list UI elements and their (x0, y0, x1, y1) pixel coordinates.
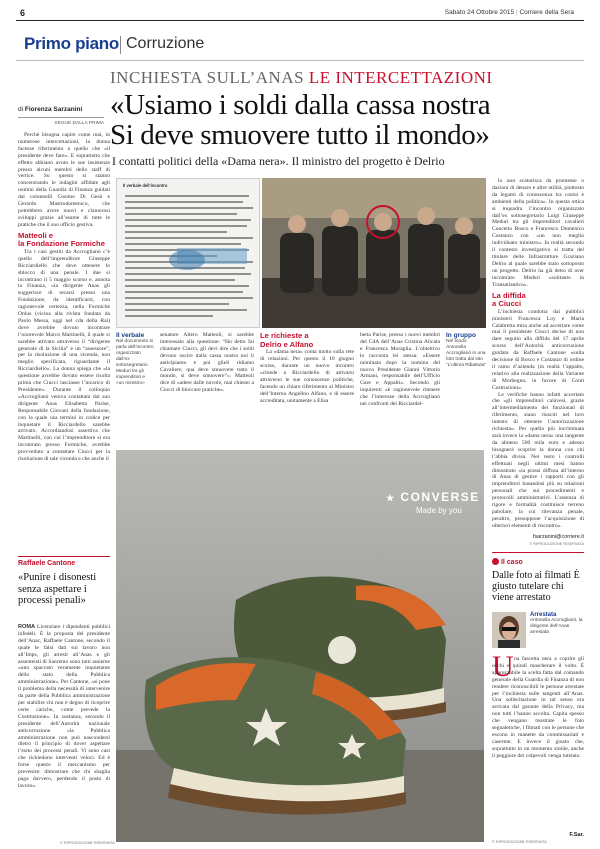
section-rule (16, 60, 584, 61)
author-email[interactable]: fsarzanini@corriere.it (532, 534, 584, 540)
photo-caption-text: Antonella Accroglianò, la dirigente dell’Anas arrestata (530, 618, 583, 635)
top-rule (16, 20, 584, 21)
article-column-1 (18, 132, 110, 552)
col5-subhead-line-1: La diffida (492, 290, 526, 300)
photo-caption-title: Arrestata (530, 612, 557, 618)
mid2-subhead-line-2: Delrio e Alfano (260, 339, 314, 349)
headline-line-1: «Usiamo i soldi dalla cassa nostra (110, 89, 491, 121)
star-chevron-logo: ★ (386, 493, 396, 503)
photo-caption (530, 612, 584, 636)
caption-gruppo-title: In gruppo (446, 332, 476, 339)
box1-body (18, 624, 110, 840)
col5-credit: © RIPRODUZIONE RISERVATA (529, 542, 584, 546)
byline (18, 106, 104, 126)
mid2-text: La «dama nera» conta molto sulla rete di relazioni. Per questo il 10 giugno scorso, durante un nuovo incontro «chiede a Ricciardello di attivarsi attraverso le sue conoscenze politiche, facendo un chiaro riferimento al Ministro dell’Interno Angelino Alfano, e di essere accreditata, unitamente a Elisa (260, 349, 354, 404)
ad-tagline: Made by you (416, 506, 462, 515)
mid2-subhead (260, 332, 354, 349)
document-lines (117, 190, 260, 328)
box1-title: «Punire i disonesti senza aspettare i processi penali» (18, 572, 97, 606)
box2-label-text: Il caso (500, 559, 523, 566)
box1-text: Licenziare i dipendenti pubblici infedeli. È la proposta del presidente dell’Anac, Raffaele Cantone, secondo il quale le falsi dati sui lavoro non all’Imps, gli arresti all’Anas e gli assenteisti di Sanremo sono tutti assieme «uno spaccato veramente inquietante dello stato della Pubblica amministrazione». Per Cantone, «si pone il problema della necessità di intervenire da parte della Pubblica amministrazione per stabilire chi non è degno di ricoprire certe cariche, come prevede la Costituzione». In sostanza, secondo il presidente dell’Autorità nazionale anticorruzione «la Pubblica amministrazione non può nascondersi dietro il principio di dover aspettare l’esito dei processi penali. Vi sono casi che richiedono interventi veloci. Ed è forse questo il meccanismo per prevenire: dimostrare che chi sbaglia paga davvero, perdendo il posto di lavoro». (18, 624, 110, 789)
folio-date: Sabato 24 Ottobre 2015 (444, 9, 515, 16)
caption-verbale-text: Nel documento si parla dell’incontro organizzato dall’ex sottosegretario Meduri tra gli imprenditori e «un ministro» (116, 339, 154, 386)
col1-subhead (18, 232, 110, 249)
kicker-right: LE INTERCETTAZIONI (308, 68, 493, 87)
kicker-left: INCHIESTA SULL’ANAS (110, 68, 305, 87)
caption-verbale-title: Il verbale (116, 332, 145, 339)
headline (110, 90, 590, 150)
col1-subhead-line-1: Matteoli e (18, 230, 54, 240)
box2-credit: © RIPRODUZIONE RISERVATA (492, 840, 547, 844)
ad-brand (386, 490, 480, 504)
box2-title: Dalle foto ai filmati È giusto tutelare chi viene arrestato (492, 570, 580, 603)
mid2-subhead-line-1: Le richieste a (260, 332, 309, 340)
headline-line-2: Si deve smuovere tutto il mondo» (110, 119, 490, 151)
box2-signature: F.Sar. (569, 832, 584, 838)
box2-body: na fascetta nera a coprire gli occhi e quindi mascherare il volto. È apprezzabile la scelta fatta dal comando generale della Guardia di Finanza di non rendere riconoscibili le persone arrestate per l’inchiesta sulle tangenti all’Anas. Una sollecitazione in tal senso era arrivata dal garante della Privacy, ma non tutti l’hanno accolta. Capita spesso che vengano mostrate le foto segnaletiche, i filmati con le persone che escono in manette da commissariati e caserme. E invece il giusto che, soprattutto in un momento simile, anche il peggiore dei colpevoli venga tutelato. (492, 656, 584, 759)
group-photo (262, 178, 486, 328)
folio-paper: Corriere della Sera (519, 9, 574, 16)
box2-label (492, 558, 523, 566)
col5-paragraph-2: L’inchiesta condotta dai pubblici ministeri Francesca Loy e Maria Calabretta mira anche ad accertare come mai il presidente Ciucci decise di non dare seguito alla diffida del 17 aprile scorso dell’Autorità anticorruzione guidata da Raffaele Cantone «sulla decisione di Bosco e Costanzo di ordine il ramo d’azienda (in realtà l’appalto, relativo alla realizzazione della Variante di Morbegno, in favore di Conti Costruzioni». (492, 308, 584, 391)
section-divider (120, 36, 121, 54)
box1-rule (18, 556, 110, 557)
page-number: 6 (20, 8, 26, 18)
caption-gruppo-text: Nel tondo Antonella Accroglianò in una foto tratta dal sito “L’ultima Ribattuta” (446, 339, 486, 368)
article-column-5 (492, 178, 584, 532)
article-column-2: senatore Altero Matteoli, si sarebbe interessato alla questione: “Ho detto fai chiamare Ciucci, gli devi dire che i soldi devono uscire dalla cassa nostra noi li anticipiamo e poi glieli ridiamo Cavaliere, qua deve smuovere tutto il mondo, si deve smuovere”». Matteoli dice di «adere dalle nuvole, mai chiesto a Ciucci di bloccare pratiche». (160, 332, 254, 394)
arrested-photo (492, 612, 526, 648)
group-photo-art (262, 178, 486, 328)
document-image (116, 178, 260, 328)
box2-rule (492, 552, 584, 553)
section-primary: Primo piano (24, 34, 119, 53)
caption-verbale (116, 332, 154, 387)
box1-place: ROMA (18, 624, 36, 630)
col1-subhead-line-2: la Fondazione Formiche (18, 239, 105, 249)
bullet-icon (492, 558, 499, 565)
col1-paragraph-1: Perché bisogna capire come mai, in numerose intercettazioni, la donna facesse riferimento a quello che «il presidente deve fare». E soprattutto che effetto abbiano avuto le sue insistenze presso alcuni membri dello staff di vertice. Su questo si stanno concentrando le indagini affidate agli uomini della Guardia di Finanza guidati dai colonnelli Cosimo Di Gesù e Gerardo Mastrodomenico, che potrebbero avere nuovi e clamorosi sviluppi grazie all’esame di tutte le pratiche che il suo ufficio gestiva. (18, 132, 110, 228)
document-title: Il verbale dell’incontro (123, 183, 168, 188)
col1-paragraph-2: Tra i casi gestiti da Accroglianò c’è quello dell’imprenditore Giuseppe Ricciardiello che deve ottenere lo sblocco di una penale. I due si incontrano il 5 maggio scorso e, annota la Finanza, «la dirigente Anas gli suggerisce di recarsi presso una Fondazione, da identificarsi, con ragionevole certezza, nella Formiche Onlus (vicina alla rivista fondata da Paolo Messa, oggi nel cda della Rai) dove avrebbe dovuto incontrare l’onorevole Marco Martinelli, il quale si sarebbe attivato attraverso il “dirigente generale di la Sicilia” e un “assessore”, per la risoluzione di una vicenda, non meglio specificata, riguardante il Ricciardiello». La donna spiega che «la questione avrebbe dovuto essere risolta prima che Ciucci lasciasse l’incarico di Presidente». Durante il colloquio «Accroglianò veniva contattata dal suo dirigente Anas Elisabetta Parise, Responsabile Giovani della fondazione, con la quale usa termini in codice per inquietare il Ricciardello sarebbe arrivato. Accordiandosi assertiva che Martinelli, con cui l’imprenditore si era incontrato presso Formiche, avrebbe provveduto a contattare Ciucci per la risoluzione di tale vicenda e che anche il (18, 248, 110, 463)
folio-right: Sabato 24 Ottobre 2015 | Corriere della Sera (444, 9, 574, 16)
col5-paragraph-3: Le verifiche hanno infatti accertato che «gli imprenditori calavesi, grazie all’intermediamento dei funzionari di riferimento, siano riusciti nel loro intento di ottenere l’autorizzazione richiesta». Per quella più incriminata sarà invece la «dama nera» una tangente da almeno 500 mila euro e adesso bisognerà scoprire la donna con chi l’abbia divisa. Nei resto i controlli effettuati negli ultimi mesi hanno dimostrato «la prassi diffusa all’interno di Anas di gestire i rapporti con gli imprenditori basandosi più su relazioni personali che sui procedimenti e protocolli amministrativi. L’assenza di rigore e formalità costituisce terreno pabolare, la cui rilevanza penale, peraltro, presuppone l’acquisizione di ulteriori elementi di riscontro». (492, 391, 584, 529)
section-secondary: Corruzione (126, 35, 205, 52)
ad-brand-text: CONVERSE (400, 490, 480, 504)
dropcap: U (492, 650, 514, 683)
col5-subhead-line-2: a Ciucci (492, 299, 522, 309)
kicker (110, 68, 493, 88)
article-column-4: betta Parise, presso i nuovi membri del CdA dell’Anas Cristina Alicata e Francesca Moraglia. L’obiettivo lo racconta lei stessa: «Essere nominata dopo la nomina del nuovo Presidente Gianni Vittorio Armani, responsabile dell’Ufficio Gare e Appalti». Secondo gli inquirenti «è ragionevole ritenere che l’interesse della Accroglianò nei confronti dei Ricciardel- (360, 332, 440, 408)
portrait-art (492, 612, 526, 648)
col5-paragraph-1: lo non scaturisca da promesse o dazioni di denaro e altre utilità, piuttosto da legami di conoscenza tra costui e ambienti della politica». In questa ottica si inquadra l’incontro organizzato dall’ex sottosegretario Luigi Giuseppe Meduri tra gli imprenditori cavalieri Concetto Bosco e Francesco Domenico Costanzo con «un non meglio individuato ministro». In realtà secondo il contesto investigativo si tratta del titolare delle Infrastrutture Graziano Delrio al quale sarebbe stato sottoposto un progetto. Delrio ha già detto di aver incontrato Meduri «solitanto in Transatlantico». (492, 178, 584, 288)
subhead: I contatti politici della «Dama nera». Il ministro del progetto è Delrio (112, 154, 445, 168)
box1-credit: © RIPRODUZIONE RISERVATA (60, 841, 115, 845)
converse-ad (116, 450, 484, 842)
byline-author: Fiorenza Sarzanini (24, 106, 83, 113)
col5-subhead (492, 292, 584, 309)
byline-prefix: di (18, 106, 24, 113)
caption-gruppo (446, 332, 486, 369)
continued-label: SEGUE DALLA PRIMA (54, 121, 104, 126)
article-column-3 (260, 332, 354, 444)
box1-label: Raffaele Cantone (18, 560, 76, 567)
